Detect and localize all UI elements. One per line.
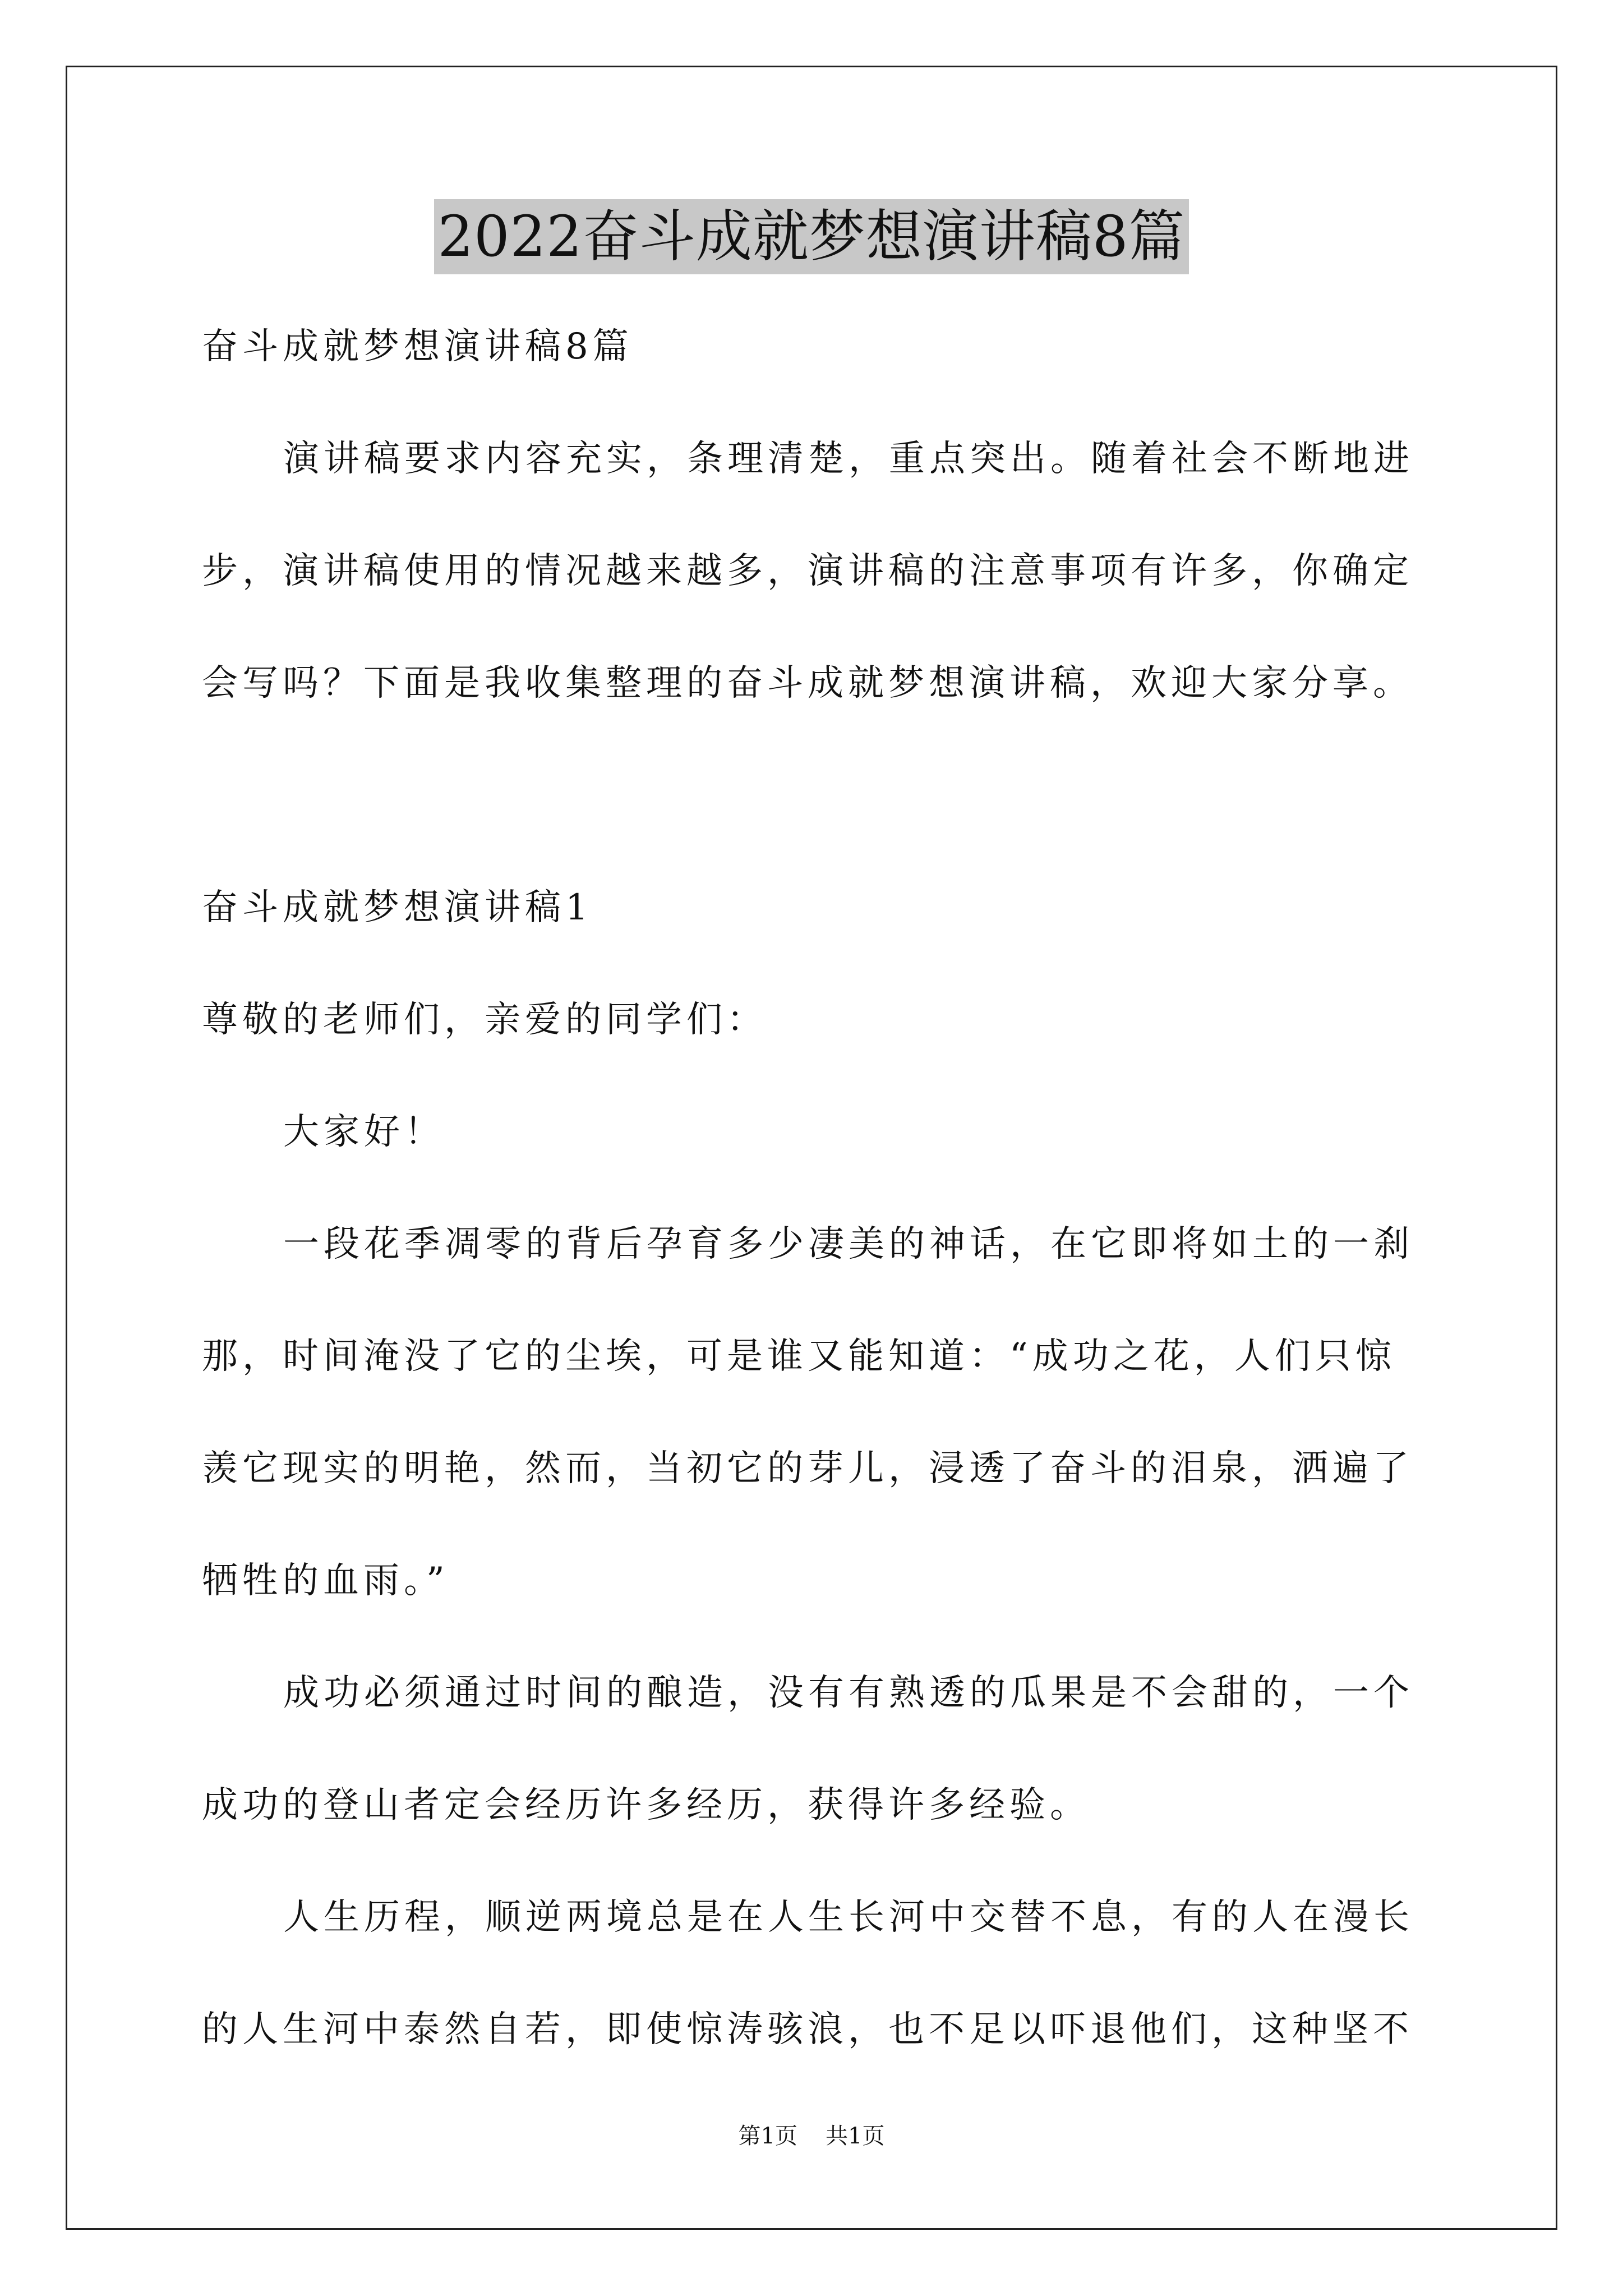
section-heading: 奋斗成就梦想演讲稿1 <box>202 887 593 928</box>
page-total: 共1页 <box>826 2123 885 2149</box>
salutation-line: 尊敬的老师们，亲爱的同学们： <box>202 999 767 1041</box>
paragraph-line: 人生历程，顺逆两境总是在人生长河中交替不息，有的人在漫长 <box>283 1897 1414 1938</box>
paragraph-line: 成功必须通过时间的酿造，没有有熟透的瓜果是不会甜的，一个 <box>283 1672 1414 1714</box>
paragraph-line: 那，时间淹没了它的尘埃，可是谁又能知道：“成功之花，人们只惊 <box>202 1336 1396 1377</box>
document-title: 2022奋斗成就梦想演讲稿8篇 <box>434 199 1188 274</box>
greeting-line: 大家好！ <box>283 1111 445 1153</box>
page-number: 第1页 <box>738 2123 797 2149</box>
paragraph-line: 演讲稿要求内容充实，条理清楚，重点突出。随着社会不断地进 <box>283 438 1414 480</box>
paragraph-line: 一段花季凋零的背后孕育多少凄美的神话，在它即将如土的一刹 <box>283 1223 1414 1265</box>
paragraph-line: 会写吗？下面是我收集整理的奋斗成就梦想演讲稿，欢迎大家分享。 <box>202 662 1413 704</box>
title-container <box>0 199 1623 274</box>
paragraph-line: 羡它现实的明艳，然而，当初它的芽儿，浸透了奋斗的泪泉，洒遍了 <box>202 1448 1413 1489</box>
paragraph-line: 牺牲的血雨。” <box>202 1560 449 1602</box>
paragraph-line: 成功的登山者定会经历许多经历，获得许多经验。 <box>202 1784 1090 1826</box>
subtitle-line: 奋斗成就梦想演讲稿8篇 <box>202 326 633 367</box>
paragraph-line: 的人生河中泰然自若，即使惊涛骇浪，也不足以吓退他们，这种坚不 <box>202 2009 1413 2050</box>
page-footer <box>0 2120 1623 2152</box>
paragraph-line: 步，演讲稿使用的情况越来越多，演讲稿的注意事项有许多，你确定 <box>202 550 1413 592</box>
